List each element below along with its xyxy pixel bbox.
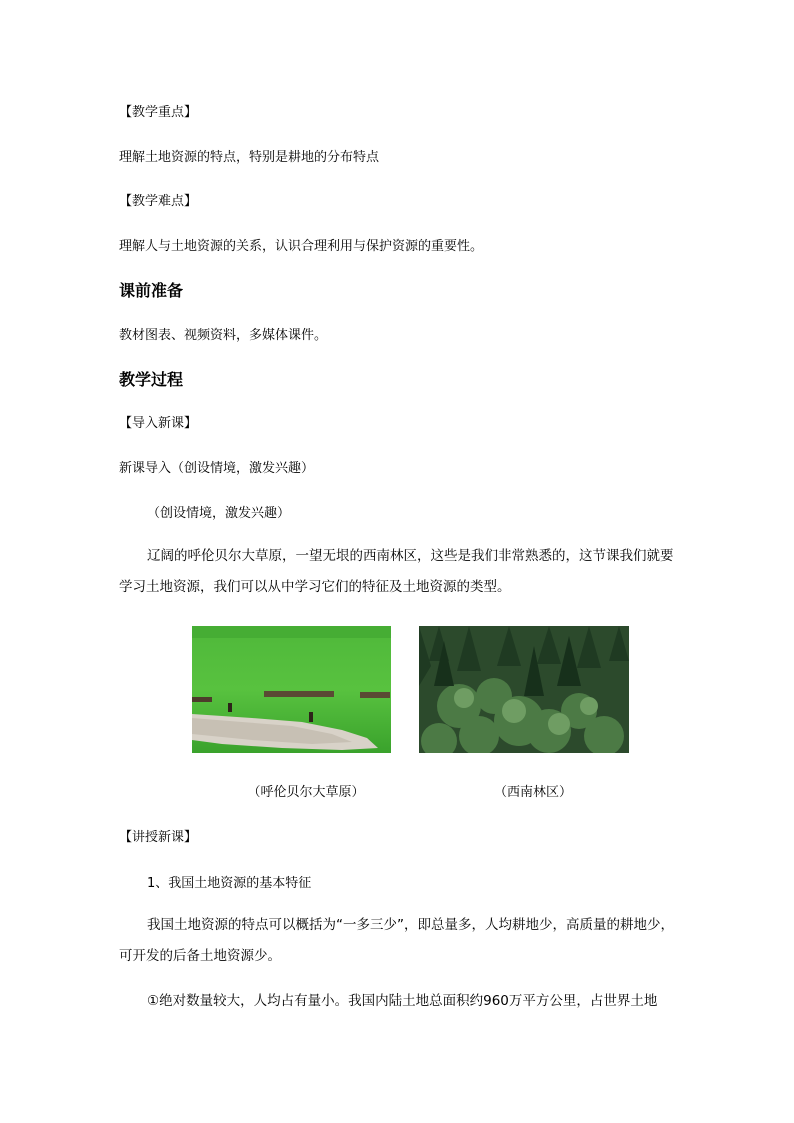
teaching-difficulty-text: 理解人与土地资源的关系，认识合理利用与保护资源的重要性。 [119,239,484,254]
process-heading: 教学过程 [119,370,184,389]
teaching-focus-heading: 【教学重点】 [119,105,198,120]
intro-sub: （创设情境，激发兴趣） [147,506,291,521]
grassland-photo [192,626,391,753]
forest-caption: （西南林区） [493,785,572,800]
teaching-difficulty-heading: 【教学难点】 [119,194,198,209]
preparation-text: 教材图表、视频资料，多媒体课件。 [119,328,328,343]
point1-paragraph [119,910,679,972]
point1-sub: ①绝对数量较大，人均占有量小。我国内陆土地总面积约960万平方公里，占世界土地 [147,993,658,1009]
point1-title: 1、我国土地资源的基本特征 [147,876,312,891]
point1-paragraph-text: 我国土地资源的特点可以概括为“一多三少”，即总量多，人均耕地少，高质量的耕地少，可开发的后备土地资源少。 [119,917,674,964]
intro-line: 新课导入（创设情境，激发兴趣） [119,461,315,476]
new-lesson-heading: 【讲授新课】 [119,830,198,845]
grassland-caption: （呼伦贝尔大草原） [247,785,365,800]
intro-paragraph [119,541,679,603]
teaching-focus-text: 理解土地资源的特点，特别是耕地的分布特点 [119,150,380,165]
intro-paragraph-text: 辽阔的呼伦贝尔大草原，一望无垠的西南林区，这些是我们非常熟悉的，这节课我们就要学习土地资源，我们可以从中学习它们的特征及土地资源的类型。 [119,548,674,595]
preparation-heading: 课前准备 [119,281,184,300]
intro-heading: 【导入新课】 [119,416,198,431]
forest-photo [419,626,629,753]
